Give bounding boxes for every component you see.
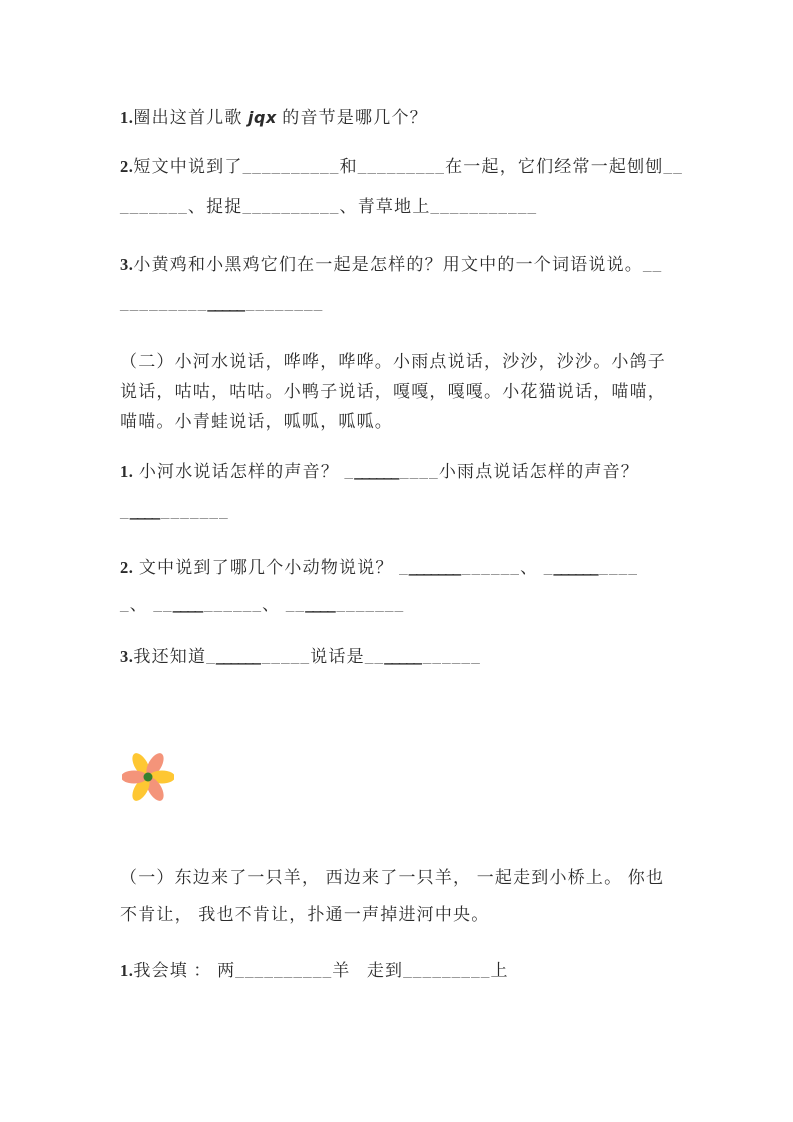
text-run: 在一起，它们经常一起刨刨 (445, 157, 664, 176)
blank-underscores: __ (285, 595, 306, 614)
text-run: 、 (129, 595, 154, 614)
blank-underscores: ______ (215, 647, 260, 666)
question-number: 1. (120, 108, 134, 127)
blank-underscores: ______ (354, 462, 398, 481)
text-run: 小雨点说话怎样的声音？ (438, 462, 640, 481)
section-c-passage-line-1 (120, 866, 664, 890)
section-b-question-1-line-1 (120, 460, 639, 484)
text-run: 说话是 (310, 647, 365, 666)
blank-underscores: _____ (207, 294, 244, 313)
text-run: 小黄鸡和小黑鸡它们在一起是怎样的？用文中的一个词语说说。 (133, 255, 643, 274)
question-number: 2. (120, 157, 134, 176)
section-a-question-1 (120, 106, 428, 130)
question-number: 3. (120, 255, 134, 274)
blank-underscores: _ (120, 502, 130, 521)
text-run: 我会填 ： 两 (133, 961, 236, 980)
blank-underscores: _______ (160, 502, 229, 521)
blank-underscores: ______ (553, 558, 598, 577)
blank-underscores: ___________ (430, 197, 538, 216)
blank-underscores: _______ (408, 558, 460, 577)
question-number: 3. (120, 647, 134, 666)
pinyin-text: jqx (248, 108, 277, 127)
flower-petal (122, 771, 147, 784)
blank-underscores: __ (642, 255, 663, 274)
section-b-question-2-line-1 (120, 556, 638, 580)
question-number: 1. (120, 462, 134, 481)
section-b-passage-line-3 (120, 410, 393, 434)
section-b-question-3 (120, 645, 481, 669)
text-run: 的音节是哪几个？ (276, 108, 428, 127)
blank-underscores: ____ (400, 462, 439, 481)
blank-underscores: ____ (129, 502, 159, 521)
text-run: 喵喵。小青蛙说话，呱呱，呱呱。 (120, 412, 393, 431)
text-run: 不肯让， 我也不肯让，扑通一声掉进河中央。 (120, 905, 490, 924)
blank-underscores: ____ (172, 595, 202, 614)
section-c-passage-line-2 (120, 903, 489, 927)
text-run: 短文中说到了 (133, 157, 243, 176)
blank-underscores: __________ (242, 157, 340, 176)
text-run: 、青草地上 (339, 197, 431, 216)
blank-underscores: ____ (305, 595, 335, 614)
blank-underscores: _______ (336, 595, 405, 614)
blank-underscores: ____ (599, 558, 639, 577)
text-run: 羊 走到 (332, 961, 404, 980)
blank-underscores: __ (364, 647, 385, 666)
text-run: 、 (520, 558, 544, 577)
flower-center (144, 773, 153, 782)
blank-underscores: _ (543, 558, 554, 577)
text-run: 我还知道 (133, 647, 207, 666)
section-b-passage-line-1 (120, 350, 666, 374)
text-run: 和 (339, 157, 358, 176)
section-b-passage-line-2 (120, 380, 666, 404)
text-run: 圈出这首儿歌 (133, 108, 249, 127)
section-a-question-2-line-1 (120, 155, 683, 179)
text-run: 、 (262, 595, 286, 614)
blank-underscores: ______ (422, 647, 481, 666)
blank-underscores: _____ (261, 647, 311, 666)
section-a-question-2-line-2 (120, 195, 537, 219)
text-run: （一）东边来了一只羊， 西边来了一只羊， 一起走到小桥上。 你也 (120, 868, 665, 887)
blank-underscores: _ (344, 462, 355, 481)
blank-underscores: _______ (120, 197, 188, 216)
blank-underscores: _________ (120, 294, 208, 313)
question-number: 2. (120, 558, 134, 577)
blank-underscores: ______ (461, 558, 521, 577)
text-run: （二）小河水说话，哗哗，哗哗。小雨点说话，沙沙，沙沙。小鸽子 (120, 352, 666, 371)
section-b-question-2-line-2 (120, 593, 404, 617)
blank-underscores: _ (120, 595, 130, 614)
blank-underscores: _ (206, 647, 216, 666)
question-number: 1. (120, 961, 134, 980)
text-run: 文中说到了哪几个小动物说说？ (133, 558, 400, 577)
text-run: 小河水说话怎样的声音？ (133, 462, 345, 481)
blank-underscores: __________ (235, 961, 333, 980)
text-run: 、捉捉 (187, 197, 243, 216)
blank-underscores: _________ (357, 157, 446, 176)
blank-underscores: _________ (403, 961, 491, 980)
blank-underscores: __ (663, 157, 683, 176)
blank-underscores: __________ (242, 197, 340, 216)
flower-icon (122, 750, 174, 802)
section-a-question-3-answer-line (120, 292, 323, 316)
section-c-question-1 (120, 959, 509, 983)
blank-underscores: _____ (384, 647, 421, 666)
blank-underscores: _ (399, 558, 409, 577)
blank-underscores: ______ (203, 595, 263, 614)
section-b-question-1-answer-line (120, 500, 229, 524)
text-run: 上 (490, 961, 509, 980)
text-run: 说话，咕咕，咕咕。小鸭子说话，嘎嘎，嘎嘎。小花猫说话，喵喵， (120, 382, 666, 401)
section-a-question-3-line-1 (120, 253, 662, 277)
blank-underscores: ________ (245, 294, 324, 313)
blank-underscores: __ (153, 595, 173, 614)
